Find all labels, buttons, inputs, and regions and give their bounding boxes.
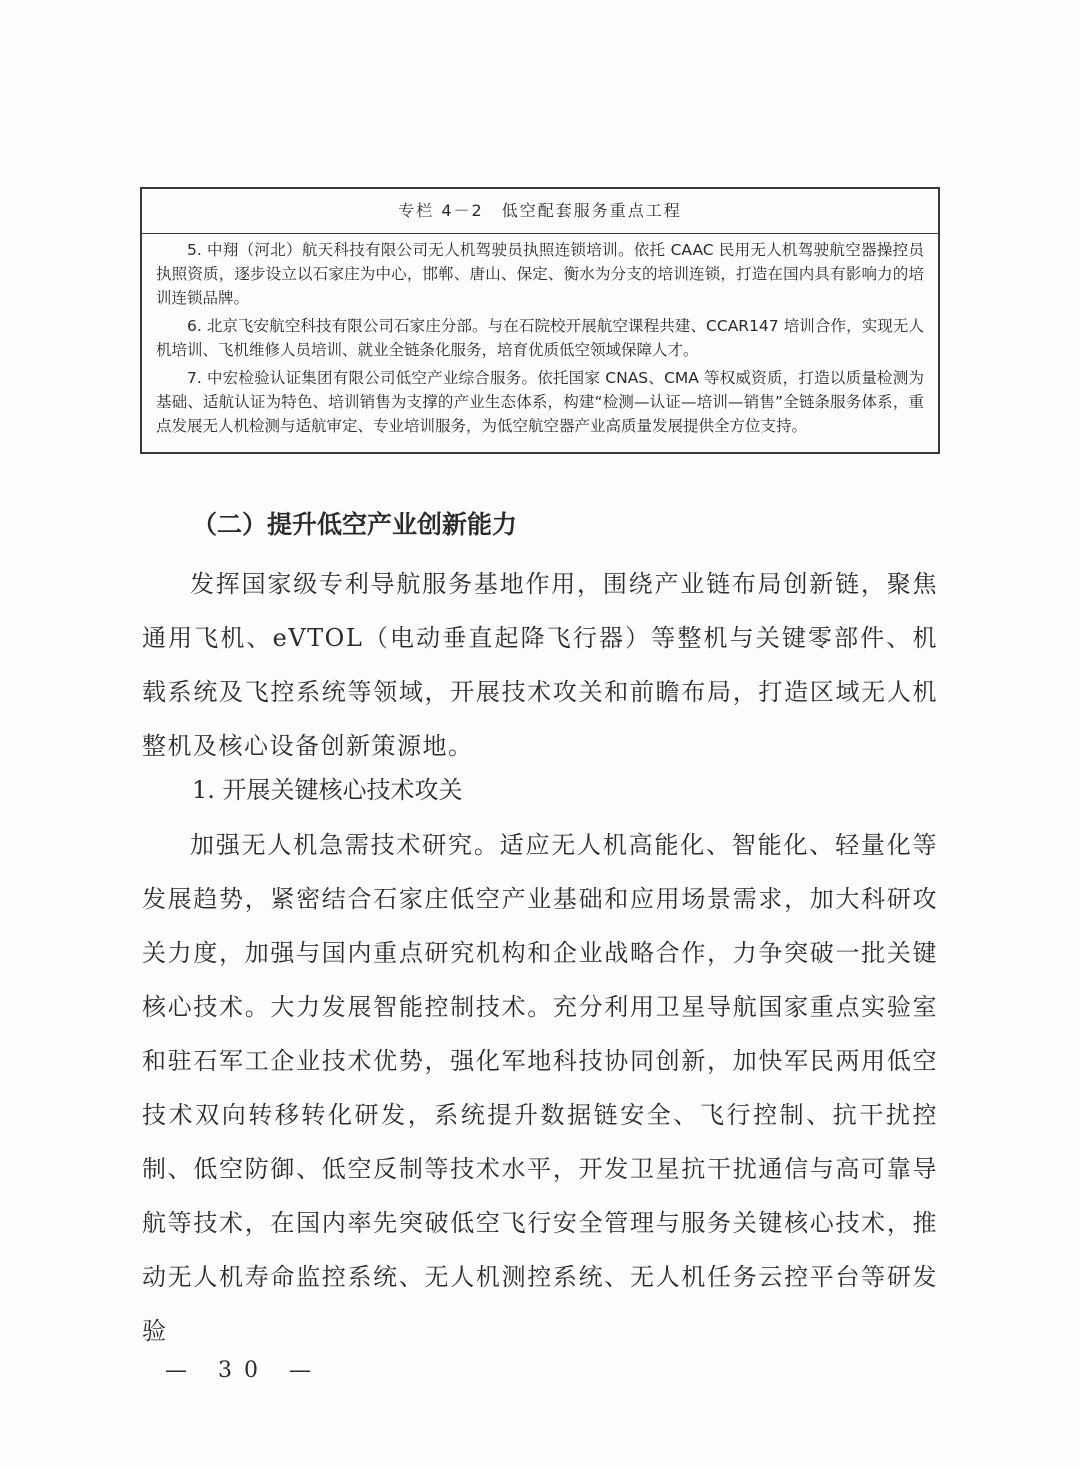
body-paragraph-2: 加强无人机急需技术研究。适应无人机高能化、智能化、轻量化等发展趋势，紧密结合石家庄低空产业基础和应用场景需求，加大科研攻关力度，加强与国内重点研究机构和企业战略合作，力争突破一批关键核心技术。大力发展智能控制技术。充分利用卫星导航国家重点实验室和驻石军工企业技术优势，强化军地科技协同创新，加快军民两用低空技术双向转移转化研发，系统提升数据链安全、飞行控制、抗干扰控制、低空防御、低空反制等技术水平，开发卫星抗干扰通信与高可靠导航等技术，在国内率先突破低空飞行安全管理与服务关键核心技术，推动无人机寿命监控系统、无人机测控系统、无人机任务云控平台等研发验 xyxy=(142,831,938,1345)
special-column-body xyxy=(142,234,938,452)
subsection-heading: 1. 开展关键核心技术攻关 xyxy=(192,776,463,804)
column-item-6: 6. 北京飞安航空科技有限公司石家庄分部。与在石院校开展航空课程共建、CCAR147 培训合作，实现无人机培训、飞机维修人员培训、就业全链条化服务，培育优质低空领域保障人才。 xyxy=(156,317,924,359)
column-item-5: 5. 中翔（河北）航天科技有限公司无人机驾驶员执照连锁培训。依托 CAAC 民用无人机驾驶航空器操控员执照资质，逐步设立以石家庄为中心，邯郸、唐山、保定、衡水为分支的培训连锁，打造在国内具有影响力的培训连锁品牌。 xyxy=(156,241,924,307)
page-number: — 30 — xyxy=(165,1358,323,1383)
section-heading: （二）提升低空产业创新能力 xyxy=(192,510,518,539)
column-item-7: 7. 中宏检验认证集团有限公司低空产业综合服务。依托国家 CNAS、CMA 等权威资质，打造以质量检测为基础、适航认证为特色、培训销售为支撑的产业生态体系，构建“检测—认证—培训—销售”全链条服务体系，重点发展无人机检测与适航审定、专业培训服务，为低空航空器产业高质量发展提供全方位支持。 xyxy=(156,369,924,435)
body-paragraph-1: 发挥国家级专利导航服务基地作用，围绕产业链布局创新链，聚焦通用飞机、eVTOL（电动垂直起降飞行器）等整机与关键零部件、机载系统及飞控系统等领域，开展技术攻关和前瞻布局，打造区域无人机整机及核心设备创新策源地。 xyxy=(142,570,938,760)
special-column-box xyxy=(140,187,940,454)
special-column-title: 专栏 4－2 低空配套服务重点工程 xyxy=(142,189,938,234)
